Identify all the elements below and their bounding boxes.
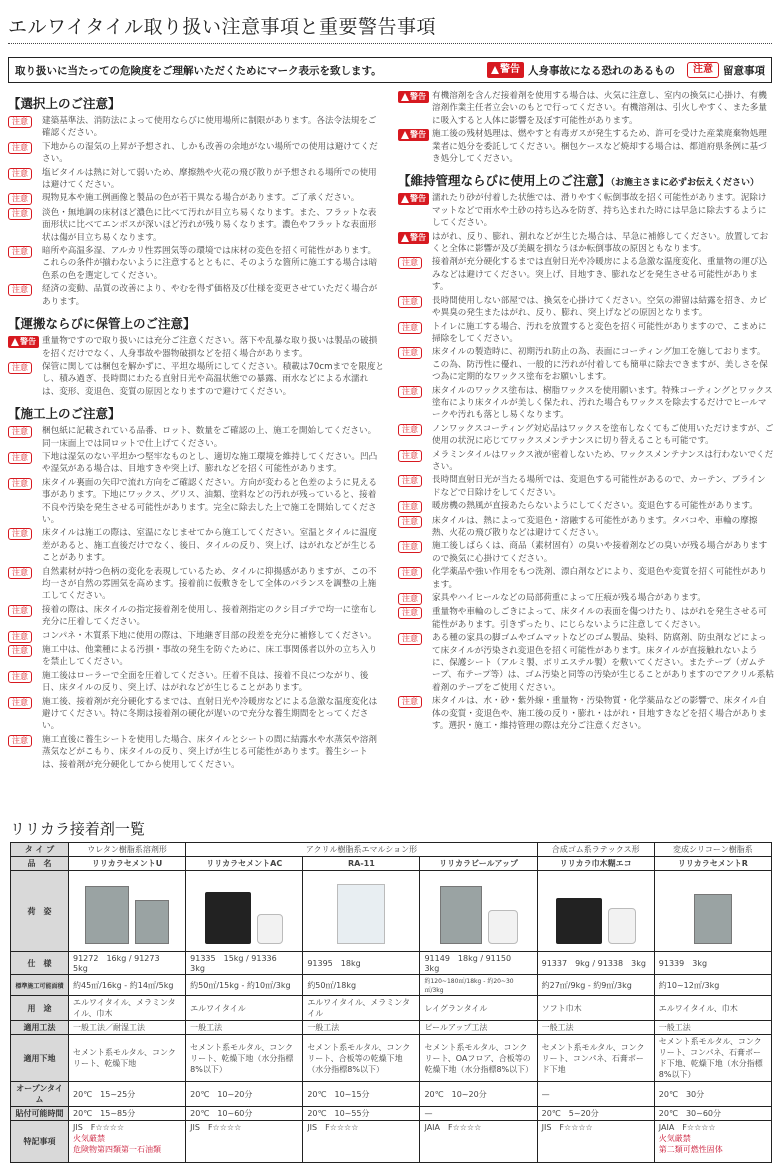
product-container-icon [205,892,251,944]
notice-item [398,606,774,631]
table-row [11,952,772,975]
caution-badge: 注意 [8,168,32,180]
method-cell: 一般工法 [186,1021,303,1035]
warning-triangle-icon [401,234,409,242]
type-cell: ウレタン樹脂系溶剤形 [69,843,186,857]
notice-item [398,192,774,229]
row-label: 標準施工可能面積 [11,975,69,996]
working_time-cell: 20℃ 15~85分 [69,1107,186,1121]
caution-badge: 注意 [398,424,422,436]
section-title-maintenance: 【維持管理ならびに使用上のご注意】（お施主さまに必ずお伝えください） [398,173,760,189]
notice-text: 施工後しばらくは、商品（素材固有）の臭いや接着剤などの臭いが残る場合がありますので換気に心掛けてください。 [432,541,768,564]
note-standard: JIS F☆☆☆☆ [190,1123,242,1132]
use-cell: エルワイタイル、メラミンタイル、巾木 [69,996,186,1021]
caution-badge: 注意 [398,593,422,605]
notice-item [8,335,384,360]
notice-text: 暖房機の熱風が直接あたらないようにしてください。変退色する可能性があります。 [432,501,758,512]
table-row [11,996,772,1021]
table-row [11,857,772,871]
note-standard: JIS F☆☆☆☆ [541,1123,593,1132]
caution-badge: 注意 [398,257,422,269]
caution-badge: 注意 [398,696,422,708]
open_time-cell: 20℃ 10~20分 [186,1082,303,1107]
substrate-cell: セメント系モルタル、コンクリート、乾燥下地（水分指標8%以下） [186,1035,303,1082]
notice-text: 塩ビタイルは熱に対して弱いため、摩擦熱や火花の飛び散りが予想される場所での使用は避けてください。 [42,167,377,191]
method-cell: 一般工法／耐湿工法 [69,1021,186,1035]
type-cell: アクリル樹脂系エマルション形 [186,843,537,857]
notes-cell [69,1121,186,1163]
title-divider [8,43,772,44]
caution-badge: 注意 [8,193,32,205]
table-row [11,871,772,952]
caution-badge: 注意 [398,633,422,645]
caution-badge: 注意 [8,142,32,154]
caution-badge: 注意 [8,567,32,579]
notes-cell [654,1121,771,1163]
coverage-cell: 約27㎡/9kg - 約9㎡/3kg [537,975,654,996]
product-image-cell [303,871,420,952]
notice-item [8,115,384,140]
notice-item [398,128,774,165]
notice-item [8,670,384,695]
table-row [11,1035,772,1082]
product-container-icon [257,914,283,944]
notice-text: 重量物や車輪のしごきによって、床タイルの表面を傷つけたり、はがれを発生させる可能性があります。引きずったり、にじらないように注意してください。 [432,607,767,630]
notice-item [398,500,774,513]
method-cell: 一般工法 [654,1021,771,1035]
table-row [11,1082,772,1107]
notice-text: 家具やハイヒールなどの局部荷重によって圧痕が残る場合があります。 [432,593,706,604]
notice-item [398,346,774,383]
product-name: リリカラセメントR [654,857,771,871]
caution-badge: 注意 [8,452,32,464]
notice-item [398,321,774,346]
product-image [190,872,298,950]
method-cell: 一般工法 [537,1021,654,1035]
notice-text: はがれ、反り、膨れ、割れなどが生じた場合は、早急に補修してください。放置しておくと全体に影響が及び美観を損なうほか転倒事故の原因ともなります。 [432,231,769,255]
caution-badge: 注意 [8,478,32,490]
construction-cont-list [398,90,774,165]
use-cell: エルワイタイル、メラミンタイル [303,996,420,1021]
substrate-cell: セメント系モルタル、コンクリート、コンパネ、石膏ボード下地 [537,1035,654,1082]
warning-triangle-icon [401,93,409,101]
notice-text: 暗所や高温多湿、アルカリ性雰囲気等の環境では床材の変色を招く可能性があります。これらの条件が揃わないように注意するとともに、そのような箇所に施工する場合は暗色系の色を選定してください。 [42,246,378,281]
notice-text: ノンワックスコーティング対応品はワックスを塗布しなくてもご使用いただけますが、ご使用の状況に応じてワックスメンテナンスに切り替えることも可能です。 [432,423,774,447]
notice-text: 下地は湿気のない平坦かつ堅牢なものとし、適切な施工環境を維持してください。凹凸や湿気がある場合は、目地すきや突上げ、膨れなどを招く可能性があります。 [42,451,378,475]
substrate-cell: セメント系モルタル、コンクリート、OAフロア、合板等の乾燥下地（水分指標8%以下） [420,1035,537,1082]
notice-item [8,245,384,282]
product-container-icon [85,886,129,944]
page-title: エルワイタイル取り扱い注意事項と重要警告事項 [8,16,437,38]
notice-item [398,231,774,256]
notice-item [8,283,384,308]
product-name: リリカラビールアップ [420,857,537,871]
note-standard: JAIA F☆☆☆☆ [658,1123,716,1132]
notice-text: 長時間使用しない部屋では、換気を心掛けてください。空気の滞留は結露を招き、カビや異臭の発生またはがれ、反り、膨れ、突上げなどの原因となります。 [432,295,767,319]
spec-cell: 91149 18kg / 91150 3kg [420,952,537,975]
warning-badge: 警告 [398,91,429,103]
product-container-icon [694,894,732,944]
notice-item [8,477,384,527]
caution-badge: 注意 [398,450,422,462]
caution-badge: 注意 [398,475,422,487]
notice-item [398,385,774,422]
product-name: リリカラ巾木糊エコ [537,857,654,871]
notice-item [8,167,384,192]
warning-badge: 警告 [398,232,429,244]
table-row [11,1107,772,1121]
use-cell: ソフト巾木 [537,996,654,1021]
notice-text: 現物見本や施工例画像と製品の色が若干異なる場合があります。ご了承ください。 [42,193,360,204]
caution-badge: 注意 [8,631,32,643]
notice-item [398,592,774,605]
warning-badge: 警告 [398,129,429,141]
notice-text: 床タイルは、熱によって変退色・溶融する可能性があります。タバコや、車輪の摩擦熱、火花の飛び散りなどは避けてください。 [432,515,758,538]
table-row [11,975,772,996]
product-container-icon [135,900,169,944]
notice-text: 床タイルは施工の際は、室温になじませてから施工してください。室温とタイルに温度差があると、施工直後だけでなく、後日、タイルの反り、突上げ、はがれなどが生じることがあります。 [42,528,377,564]
notice-text: メラミンタイルはワックス液が密着しないため、ワックスメンテナンスは行わないでください。 [432,449,774,472]
working_time-cell: 20℃ 10~60分 [186,1107,303,1121]
notice-text: 経済の変動、品質の改善により、やむを得ず価格及び仕様を変更させていただく場合があります。 [42,284,378,307]
notice-item [8,192,384,205]
notice-text: 床タイルは、水・砂・紫外線・重量物・汚染物質・化学薬品などの影響で、床タイル自体の変質・変退色や、施工後の反り・膨れ・はがれ・目地すきなどを招く場合があります。選択・施工・維持管理の際は充分ご注意ください。 [432,696,767,732]
section-title-construction: 【施工上のご注意】 [8,406,121,422]
coverage-cell: 約45㎡/16kg - 約14㎡/5kg [69,975,186,996]
caution-desc: 留意事項 [723,64,765,77]
open_time-cell: — [537,1082,654,1107]
product-image [307,872,415,950]
notice-item [398,632,774,694]
product-image [73,872,181,950]
spec-cell: 91335 15kg / 91336 3kg [186,952,303,975]
caution-badge: 注意 [8,284,32,296]
notice-item [8,361,384,398]
warning-badge: 警告 [487,62,524,78]
notice-text: 淡色・無地調の床材ほど濃色に比べて汚れが目立ち易くなります。また、フラットな表面形状に比べてエンボスが深いほど汚れが残り易くなります。濃色やフラットな表面形状は傷が目立ち易くなります。 [42,207,377,243]
open_time-cell: 20℃ 10~15分 [303,1082,420,1107]
caution-badge: 注意 [398,322,422,334]
table-row [11,1121,772,1163]
product-image [424,872,532,950]
notice-item [8,604,384,629]
caution-badge: 注意 [8,605,32,617]
notice-text: 自然素材が持つ色柄の変化を表現しているため、タイルに抑揚感がありますが、この不均一さが自然の雰囲気を高めます。接着前に仮敷きをして全体のバランスを調整の上施工してください。 [42,566,377,602]
note-standard: JIS F☆☆☆☆ [307,1123,359,1132]
product-container-icon [556,898,602,944]
notice-item [8,425,384,450]
product-container-icon [608,908,636,944]
product-name: リリカラセメントU [69,857,186,871]
notice-item [8,527,384,564]
row-label: オープンタイム [11,1082,69,1107]
working_time-cell: 20℃ 30~60分 [654,1107,771,1121]
notice-text: コンパネ・木質系下地に使用の際は、下地継ぎ目部の段差を充分に補修してください。 [42,630,377,641]
product-image-cell [69,871,186,952]
spec-cell: 91337 9kg / 91338 3kg [537,952,654,975]
notice-text: 接着剤が充分硬化するまでは直射日光や冷暖房による急激な温度変化、重量物の運び込みなどは避けてください。突上げ、目地すき、膨れなどを発生させる可能性があります。 [432,257,768,293]
notice-text: 有機溶剤を含んだ接着剤を使用する場合は、火気に注意し、室内の換気に心掛け、有機溶剤作業主任者立会いのもとで行ってください。有機溶剤は、引火しやすく、また多量に吸入すると人体に影響を及ぼす可能性があります。 [432,91,767,126]
notes-cell [420,1121,537,1163]
open_time-cell: 20℃ 15~25分 [69,1082,186,1107]
working_time-cell: 20℃ 10~55分 [303,1107,420,1121]
notice-text: 梱包紙に記載されている品番、ロット、数量をご確認の上、施工を開始してください。同一床面上では同ロットで仕上げてください。 [42,426,377,449]
notice-text: 施工中は、他業種による汚損・事故の発生を防ぐために、床工事関係者以外の立ち入りを禁止してください。 [42,645,378,668]
row-label: 荷 姿 [11,871,69,952]
notice-item [8,141,384,166]
notice-item [398,256,774,293]
product-image-cell [186,871,303,952]
notice-item [398,695,774,732]
notice-text: 重量物ですので取り扱いには充分ご注意ください。落下や乱暴な取り扱いは製品の破損を招くだけでなく、人身事故や器物破損などを招く場合があります。 [42,336,378,359]
notes-cell [186,1121,303,1163]
caution-badge: 注意 [8,426,32,438]
notice-text: 施工後、接着剤が充分硬化するまでは、直射日光や冷暖房などによる急激な温度変化は避けてください。特に冬期は接着剤の硬化が遅いので充分な養生期間をとってください。 [42,696,378,732]
note-standard: JIS F☆☆☆☆ [73,1123,125,1132]
product-name: RA-11 [303,857,420,871]
table-row [11,843,772,857]
notice-item [398,90,774,127]
method-cell: ピールアップ工法 [420,1021,537,1035]
type-cell: 変成シリコーン樹脂系 [654,843,771,857]
notice-text: ある種の家具の脚ゴムやゴムマットなどのゴム製品、染料、防腐剤、防虫剤などによって床タイルが汚染され変退色を招く可能性があります。床タイルが直接触れないように、保護シート（アルミ製、ポリエステル製）を敷いてください。またテープ（ガムテープ、布テープ等）は、ゴム汚染と同等の汚染が生じることがありますのでアクリル系粘着剤のテープをご使用ください。 [432,633,774,693]
notice-item [398,515,774,540]
note-hazard-class: 危険物第四類第一石油類 [73,1145,161,1154]
substrate-cell: セメント系モルタル、コンクリート、乾燥下地 [69,1035,186,1082]
notice-item [8,566,384,603]
notice-text: 施工後の残材処理は、燃やすと有毒ガスが発生するため、許可を受けた産業廃棄物処理業者に処分を委託してください。梱包ケースなど焼却する場合は、都道府県条例に基づき処分してください。 [432,129,767,165]
product-container-icon [488,910,518,944]
caution-badge: 注意 [398,567,422,579]
adhesive-table [10,842,772,1163]
warning-desc: 人身事故になる恐れのあるもの [528,64,675,77]
notice-text: 接着の際は、床タイルの指定接着剤を使用し、接着剤指定のクシ目ゴテで均一に塗布し充分に圧着してください。 [42,604,377,628]
notice-item [398,449,774,474]
notice-item [398,566,774,591]
notice-text: 床タイルのワックス塗布は、樹脂ワックスを使用願います。特殊コーティングとワックス塗布により床タイルが美しく保たれ、汚れた場合もワックスを除去するだけでヒールマークや汚れも落とし易くなります。 [432,385,773,421]
use-cell: エルワイタイル、巾木 [654,996,771,1021]
notice-item [8,630,384,643]
notice-item [398,474,774,499]
notice-text: トイレに施工する場合、汚れを放置すると変色を招く可能性がありますので、こまめに掃除をしてください。 [432,321,767,344]
working_time-cell: 20℃ 5~20分 [537,1107,654,1121]
coverage-cell: 約50㎡/15kg - 約10㎡/3kg [186,975,303,996]
warning-badge: 警告 [8,336,39,348]
notice-item [398,540,774,565]
caution-badge: 注意 [398,347,422,359]
selection-list [8,115,384,308]
notice-item [8,734,384,771]
spec-cell: 91395 18kg [303,952,420,975]
notice-text: 濡れたり砂が付着した状態では、滑りやすく転倒事故を招く可能性があります。泥除けマットなどで雨水や土砂の持ち込みを防ぎ、持ち込まれた時には早急に除去するようにしてください。 [432,193,767,229]
product-name: リリカラセメントAC [186,857,303,871]
row-label: 品 名 [11,857,69,871]
notice-text: 施工直後に養生シートを使用した場合、床タイルとシートの間に結露水や水蒸気や溶剤蒸気などがこもり、床タイルの反り、突上げが生じる可能性があります。養生シートは、接着剤が充分硬化してから使用してください。 [42,734,377,770]
product-container-icon [440,886,482,944]
row-label: 特記事項 [11,1121,69,1163]
caution-badge: 注意 [398,607,422,619]
construction-list [8,425,384,771]
row-label: 貼付可能時間 [11,1107,69,1121]
product-image-cell [654,871,771,952]
note-hazard: 火気厳禁 [73,1134,105,1143]
type-cell: 合成ゴム系ラテックス形 [537,843,654,857]
use-cell: エルワイタイル [186,996,303,1021]
notice-text: 長時間直射日光が当たる場所では、変退色する可能性があるので、カーテン、ブラインドなどで日除けをしてください。 [432,475,766,498]
open_time-cell: 20℃ 30分 [654,1082,771,1107]
caution-badge: 注意 [8,697,32,709]
coverage-cell: 約10~12㎡/3kg [654,975,771,996]
row-label: 用 途 [11,996,69,1021]
notice-item [8,207,384,244]
spec-cell: 91272 16kg / 91273 5kg [69,952,186,975]
transport-list [8,335,384,398]
coverage-cell: 約50㎡/18kg [303,975,420,996]
caution-badge: 注意 [8,645,32,657]
caution-badge: 注意 [8,671,32,683]
left-column [8,90,384,772]
notes-cell [537,1121,654,1163]
row-label: タ イ プ [11,843,69,857]
notice-text: 床タイル裏面の矢印で流れ方向をご確認ください。方向が変わると色差のように見える事があります。下地にワックス、グリス、油類、塗料などの汚れが残っていると、接着不良や汚染を発生させる可能性があります。完全に除去した上で施工を開始してください。 [42,477,377,525]
section-title-selection: 【選択上のご注意】 [8,96,121,111]
caution-badge: 注意 [398,501,422,513]
notice-item [8,644,384,669]
product-container-icon [337,884,385,944]
row-label: 適用工法 [11,1021,69,1035]
notice-text: 化学薬品や強い作用をもつ洗剤、漂白剤などにより、変退色や変質を招く可能性があります。 [432,567,768,590]
notes-cell [303,1121,420,1163]
caution-badge: 注意 [398,386,422,398]
coverage-cell: 約120~180㎡/18kg - 約20~30㎡/3kg [420,975,537,996]
warning-triangle-icon [491,66,499,74]
warning-triangle-icon [401,195,409,203]
legend-text: 取り扱いに当たっての危険度をご理解いただくためにマーク表示を致します。 [15,64,382,77]
notice-text: 保管に関しては梱包を解かずに、平坦な場所にしてください。積載は70cmまでを限度とし、積み過ぎ、長時間にわたる直射日光や高温状態での暴露、雨水などによる水濡れは、変形、変退色、変質の原因となりますので避けてください。 [42,361,385,397]
row-label: 仕 様 [11,952,69,975]
product-image [542,872,650,950]
maintenance-list [398,192,774,732]
notice-text: 施工後はローラーで全面を圧着してください。圧着不良は、接着不良につながり、後日、床タイルの反り、突上げ、はがれなどが生じることがあります。 [42,670,369,694]
notice-item [8,451,384,476]
notice-item [398,295,774,320]
notice-text: 建築基準法、消防法によって使用ならびに使用場所に制限があります。各法令法規をご確認ください。 [42,116,377,139]
substrate-cell: セメント系モルタル、コンクリート、コンパネ、石膏ボード下地、乾燥下地（水分指標8%以下） [654,1035,771,1082]
caution-badge: 注意 [8,246,32,258]
notice-text: 床タイルの製造時に、初期汚れ防止の為、表面にコーティング加工を施しております。この為、防汚性に優れ、一般的に汚れが付着しても簡単に除去できますが、美しさを保つ為に定期的なワックス塗布をお願いします。 [432,347,768,383]
open_time-cell: 20℃ 10~20分 [420,1082,537,1107]
caution-badge: 注意 [398,516,422,528]
caution-badge: 注意 [687,62,719,78]
product-image-cell [420,871,537,952]
notice-item [8,696,384,733]
use-cell: レイグランタイル [420,996,537,1021]
note-hazard: 火気厳禁 [658,1134,691,1143]
caution-badge: 注意 [8,208,32,220]
notice-text: 下地からの湿気の上昇が予想され、しかも改善の余地がない場所での使用は避けてください。 [42,141,378,165]
right-column [398,90,774,734]
caution-badge: 注意 [8,735,32,747]
warning-badge: 警告 [398,193,429,205]
warning-triangle-icon [11,338,19,346]
warning-triangle-icon [401,131,409,139]
caution-badge: 注意 [8,362,32,374]
caution-badge: 注意 [8,528,32,540]
caution-badge: 注意 [8,116,32,128]
adhesive-list-title: リリカラ接着剤一覧 [10,820,145,838]
note-hazard-class: 第二類可燃性固体 [658,1145,723,1154]
table-row [11,1021,772,1035]
note-standard: JAIA F☆☆☆☆ [424,1123,482,1132]
section-title-transport: 【運搬ならびに保管上のご注意】 [8,316,196,332]
caution-badge: 注意 [398,541,422,553]
notice-item [398,423,774,448]
product-image-cell [537,871,654,952]
spec-cell: 91339 3kg [654,952,771,975]
method-cell: 一般工法 [303,1021,420,1035]
caution-badge: 注意 [398,296,422,308]
mark-legend [8,57,772,83]
working_time-cell: — [420,1107,537,1121]
substrate-cell: セメント系モルタル、コンクリート、合板等の乾燥下地（水分指標8%以下） [303,1035,420,1082]
row-label: 適用下地 [11,1035,69,1082]
product-image [659,872,767,950]
